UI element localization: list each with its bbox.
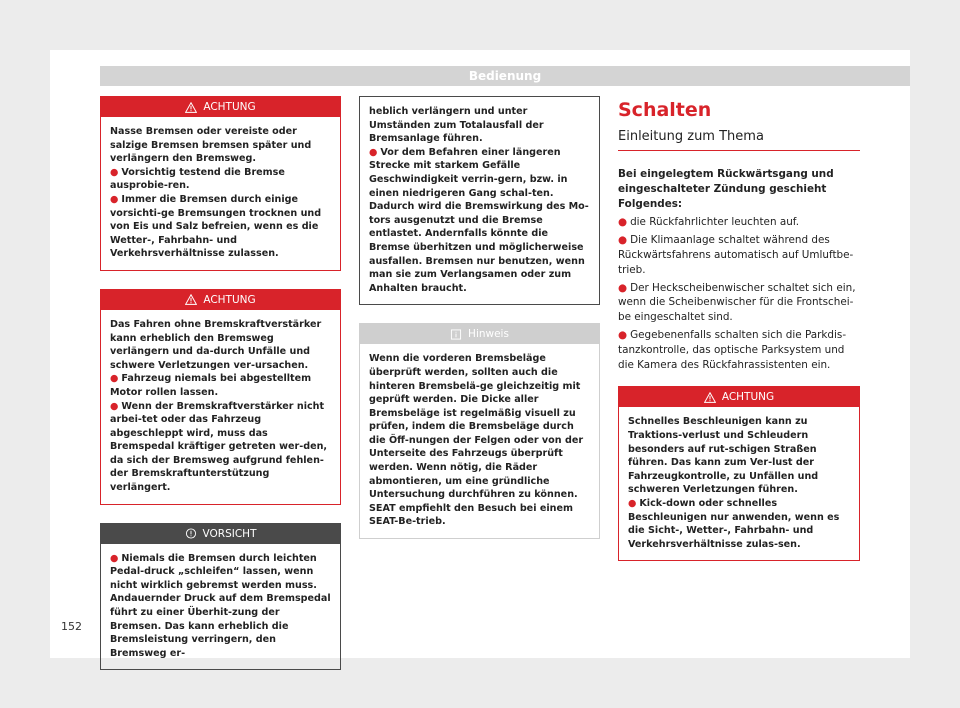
bullet-icon: ● (110, 166, 119, 178)
note-label: Hinweis (468, 328, 509, 341)
caution-body (360, 97, 599, 304)
warning-body (101, 310, 340, 504)
warning-label: ACHTUNG (721, 391, 775, 404)
note-box (359, 323, 600, 539)
bullet-icon: ● (110, 193, 119, 205)
note-header (360, 324, 599, 344)
bullet-icon: ● (369, 146, 378, 158)
bullet-icon: ● (110, 373, 119, 385)
warning-box-acceleration (618, 386, 860, 561)
warning-intro: Das Fahren ohne Bremskraftverstärker kann erheblich den Bremsweg verlängern und da-durch Unfälle und schwere Verletzungen ver-ursachen. (110, 318, 322, 371)
warning-triangle-icon (704, 392, 716, 403)
note-text: Wenn die vorderen Bremsbeläge überprüft werden, sollten auch die hinteren Bremsbelä-ge gleichzeitig mit geprüft werden. Die Dicke aller Bremsbeläge ist regelmäßig visuell zu prüfen, indem die Bremsbeläge durch die Öff-nungen der Felgen oder von der Unterseite des Fahrzeugs überprüft werden. Wenn nötig, die Räder abmontieren, um eine gründliche Untersuchung durchführen zu können. SEAT empfiehlt den Besuch bei einem SEAT-Be-trieb. (369, 353, 584, 528)
warning-body (619, 407, 859, 560)
warning-header (101, 290, 340, 310)
warning-box-brake-booster (100, 289, 341, 505)
page-header: Bedienung (100, 66, 910, 86)
column-right (618, 96, 860, 579)
warning-intro: Schnelles Beschleunigen kann zu Traktions-verlust und Schleudern besonders auf rut-schigen Straßen führen. Das kann zum Ver-lust der Fahrzeugkontrolle, zu Unfällen und schweren Verletzungen führen. (628, 416, 819, 496)
bullet-icon: ● (110, 552, 119, 564)
caution-item: ● Vor dem Befahren einer längeren Strecke mit starkem Gefälle Geschwindigkeit verrin-gern, bzw. in einen niedrigeren Gang schal-ten. Dadurch wird die Bremswirkung des Mo-tors ausgenutzt und die Bremse entlastet. Andernfalls könnte die Bremse überhitzen und möglicherweise ausfallen. Bremsen nur benutzen, wenn man sie zum Verlangsamen oder zum Anhalten braucht. (369, 146, 589, 294)
bullet-icon: ● (110, 400, 119, 412)
intro-text: Bei eingelegtem Rückwärtsgang und eingeschalteter Zündung geschieht Folgendes: (618, 168, 834, 210)
column-middle (359, 96, 600, 557)
warning-header (619, 387, 859, 407)
warning-item: ● Kick-down oder schnelles Beschleunigen nur anwenden, wenn es die Sicht-, Wetter-, Fahrbahn- und Verkehrsverhältnisse zulas-sen. (628, 497, 840, 550)
warning-item: ● Immer die Bremsen durch einige vorsichti-ge Bremsungen trocknen und von Eis und Salz befreien, wenn es die Wetter-, Fahrbahn- und Verkehrsverhältnisse zulassen. (110, 193, 322, 260)
caution-label: VORSICHT (202, 527, 257, 540)
bullet-icon: ● (618, 216, 628, 229)
caution-item: ● Niemals die Bremsen durch leichten Pedal-druck „schleifen“ lassen, wenn nicht wirklich gebremst werden muss. Andauernder Druck auf dem Bremspedal führt zu einer Überhit-zung der Bremsen. Das kann erheblich die Bremsleistung verringern, den Bremsweg er- (110, 552, 331, 659)
caution-box-continued (359, 96, 600, 305)
column-left (100, 96, 341, 688)
warning-triangle-icon (185, 102, 197, 113)
warning-label: ACHTUNG (203, 101, 256, 113)
warning-body (101, 117, 340, 270)
warning-item: ● Vorsichtig testend die Bremse ausprobie-ren. (110, 166, 285, 192)
warning-intro: Nasse Bremsen oder vereiste oder salzige Bremsen bremsen später und verlängern den Bremsweg. (110, 126, 312, 165)
manual-page (50, 50, 910, 658)
list-item: ● Der Heckscheibenwischer schaltet sich ein, wenn die Scheibenwischer für die Frontschei-be eingeschaltet sind. (618, 281, 856, 324)
list-item: ● die Rückfahrlichter leuchten auf. (618, 216, 799, 229)
bullet-icon: ● (618, 234, 628, 247)
section-subtitle: Einleitung zum Thema (618, 129, 860, 151)
bullet-icon: ● (618, 328, 628, 341)
warning-header (101, 97, 340, 117)
page-number: 152 (61, 620, 82, 633)
list-item: ● Gegebenenfalls schalten sich die Parkdis-tanzkontrolle, das optische Parksystem und die Kamera des Rückfahrassistenten ein. (618, 328, 847, 371)
info-icon (450, 329, 462, 340)
caution-box (100, 523, 341, 671)
warning-triangle-icon (185, 294, 197, 305)
section-title: Schalten (618, 99, 712, 121)
caution-header (101, 524, 340, 544)
warning-item: ● Fahrzeug niemals bei abgestelltem Motor rollen lassen. (110, 373, 312, 398)
bullet-icon: ● (618, 281, 628, 294)
bullet-icon: ● (628, 497, 637, 509)
warning-box-wet-brakes (100, 96, 341, 271)
caution-continued-text: heblich verlängern und unter Umständen zum Totalausfall der Bremsanlage führen. (369, 106, 544, 145)
note-body (360, 344, 599, 538)
list-item: ● Die Klimaanlage schaltet während des Rückwärtsfahrens automatisch auf Umluftbe-trieb. (618, 234, 854, 276)
warning-label: ACHTUNG (203, 293, 256, 306)
warning-item: ● Wenn der Bremskraftverstärker nicht arbei-tet oder das Fahrzeug abgeschleppt wird, muss das Bremspedal kräftiger getreten wer-den, da sich der Bremsweg aufgrund fehlen-der Bremskraftunterstützung verlängert. (110, 400, 328, 494)
caution-body (101, 544, 340, 670)
reverse-gear-list (618, 215, 860, 372)
caution-circle-icon (185, 528, 197, 539)
